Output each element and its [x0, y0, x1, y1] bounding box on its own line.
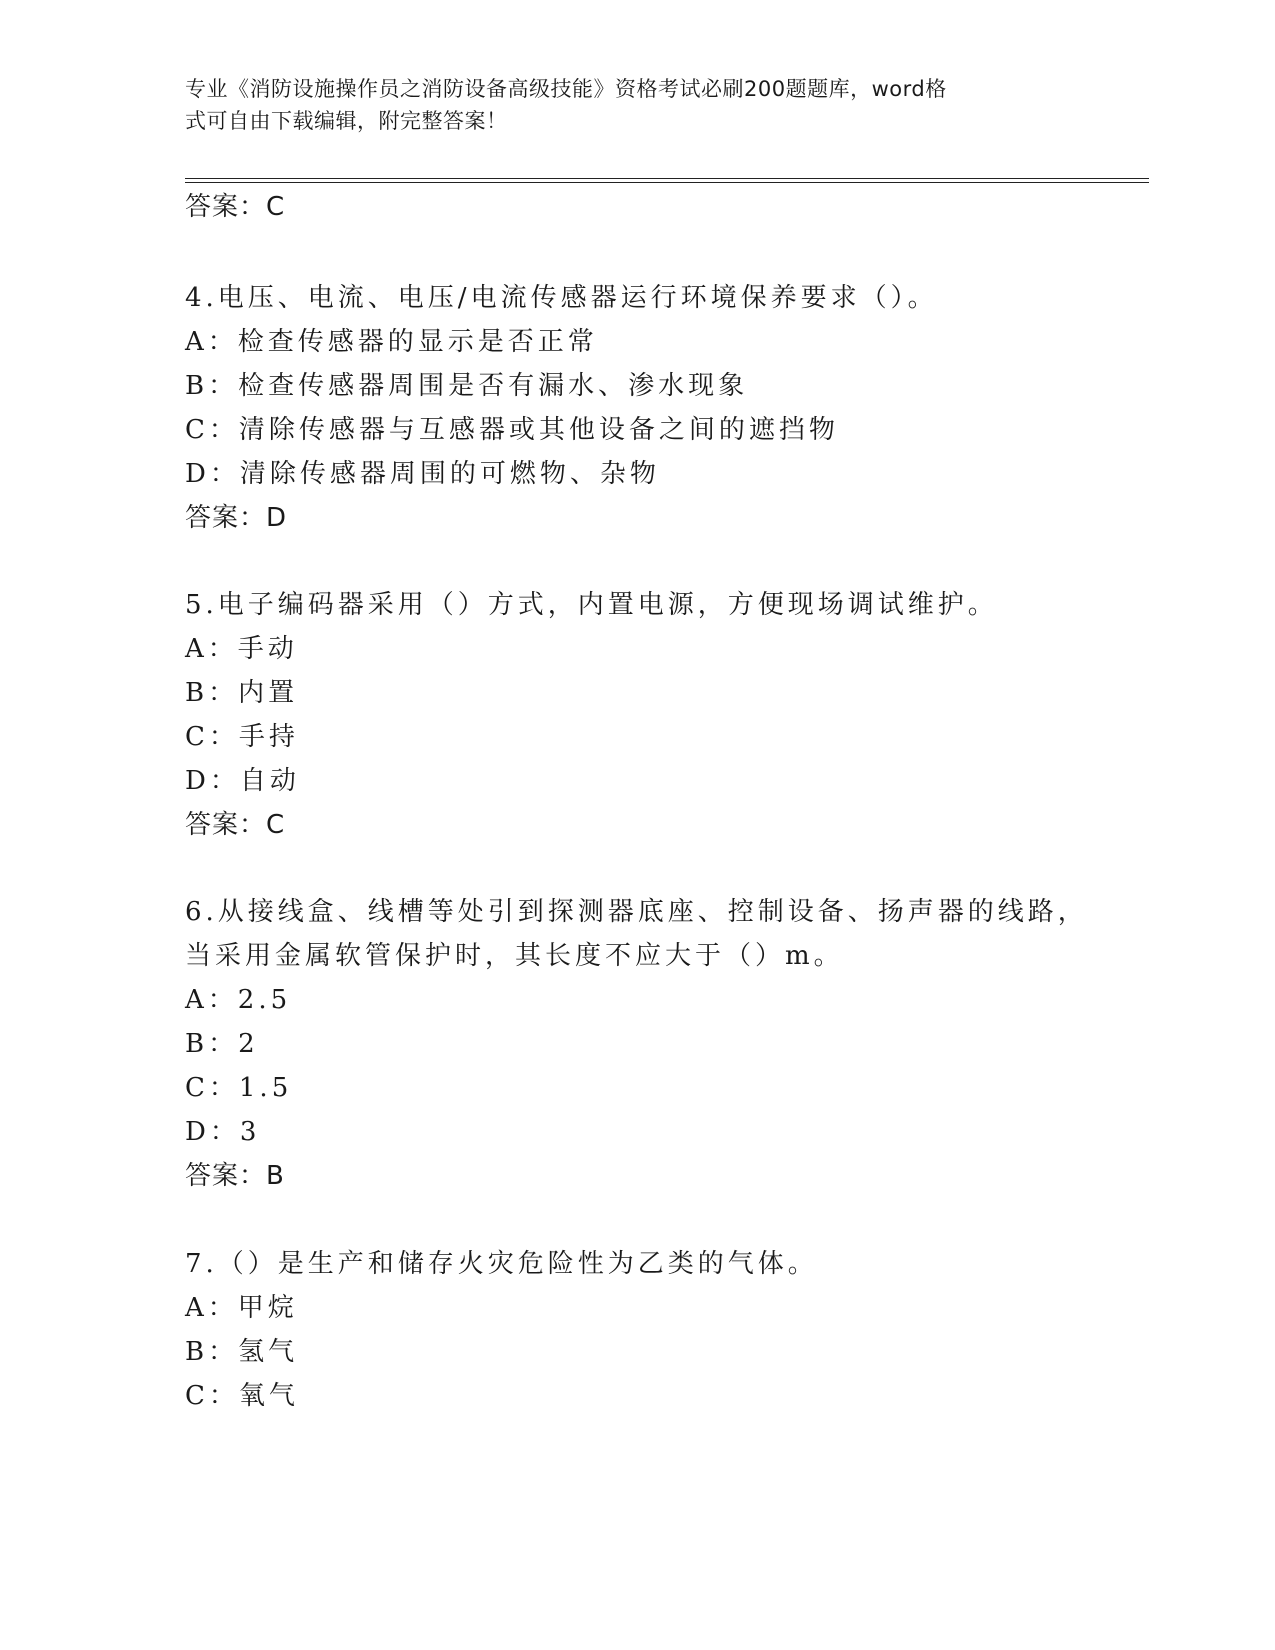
option-d: D：清除传感器周围的可燃物、杂物: [185, 459, 660, 489]
question-stem: 7.（）是生产和储存火灾危险性为乙类的气体。: [185, 1249, 818, 1279]
option-b: B：内置: [185, 678, 299, 708]
answer-line: 答案：C: [185, 192, 286, 222]
header-line-1: 专业《消防设施操作员之消防设备高级技能》资格考试必刷200题题库，word格: [185, 77, 947, 101]
option-b: B：氢气: [185, 1337, 299, 1367]
option-a: A：2.5: [185, 985, 292, 1015]
question-stem: 6.从接线盒、线槽等处引到探测器底座、控制设备、扬声器的线路，: [185, 897, 1088, 927]
option-c: C：清除传感器与互感器或其他设备之间的遮挡物: [185, 415, 839, 445]
question-stem: 5.电子编码器采用（）方式，内置电源，方便现场调试维护。: [185, 590, 998, 620]
option-a: A：手动: [185, 634, 298, 664]
answer-line: 答案：D: [185, 503, 288, 533]
option-a: A：甲烷: [185, 1293, 298, 1323]
option-a: A：检查传感器的显示是否正常: [185, 327, 598, 357]
header-divider-top: [185, 178, 1149, 179]
option-c: C：手持: [185, 722, 299, 752]
answer-line: 答案：C: [185, 810, 286, 840]
question-stem: 4.电压、电流、电压/电流传感器运行环境保养要求（）。: [185, 283, 938, 313]
option-c: C：氧气: [185, 1381, 299, 1411]
option-d: D：自动: [185, 766, 300, 796]
answer-line: 答案：B: [185, 1161, 285, 1191]
header-divider-bottom: [185, 182, 1149, 183]
option-c: C：1.5: [185, 1073, 293, 1103]
option-b: B：2: [185, 1029, 259, 1059]
option-b: B：检查传感器周围是否有漏水、渗水现象: [185, 371, 749, 401]
question-stem-continued: 当采用金属软管保护时，其长度不应大于（）m。: [185, 941, 844, 971]
header-line-2: 式可自由下载编辑，附完整答案！: [185, 109, 508, 133]
document-header: [185, 73, 1065, 137]
option-d: D：3: [185, 1117, 261, 1147]
